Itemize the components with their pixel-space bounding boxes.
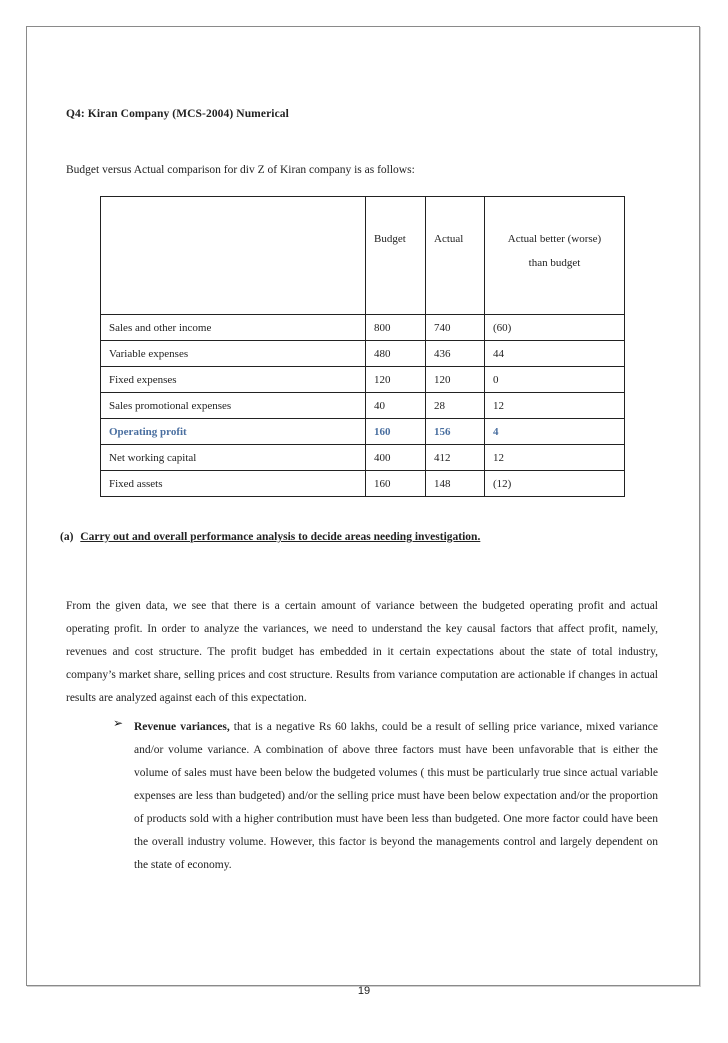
question-title: Q4: Kiran Company (MCS-2004) Numerical xyxy=(66,108,289,120)
header-variance-line2: than budget xyxy=(528,257,581,269)
subquestion-text: Carry out and overall performance analysis to decide areas needing investigation. xyxy=(80,531,481,543)
row-budget: 800 xyxy=(366,315,426,341)
row-label: Sales and other income xyxy=(101,315,366,341)
table-row xyxy=(101,367,625,393)
bullet-lead: Revenue variances, xyxy=(134,721,230,733)
row-budget: 160 xyxy=(366,419,426,445)
row-label: Sales promotional expenses xyxy=(101,393,366,419)
bullet-revenue-variances xyxy=(134,716,658,877)
row-actual: 156 xyxy=(426,419,485,445)
row-variance: 12 xyxy=(485,445,625,471)
row-actual: 740 xyxy=(426,315,485,341)
header-empty-cell xyxy=(101,197,366,315)
row-budget: 120 xyxy=(366,367,426,393)
row-actual: 28 xyxy=(426,393,485,419)
header-budget: Budget xyxy=(366,197,426,315)
row-actual: 412 xyxy=(426,445,485,471)
table-row xyxy=(101,315,625,341)
row-variance: 12 xyxy=(485,393,625,419)
row-actual: 436 xyxy=(426,341,485,367)
table-row xyxy=(101,341,625,367)
budget-table xyxy=(100,196,625,497)
subquestion-heading xyxy=(60,531,480,543)
table-row xyxy=(101,393,625,419)
bullet-text: that is a negative Rs 60 lakhs, could be a result of selling price variance, mixed variance and/or volume variance. A combination of above three factors must have been unfavorable that is either the volume of sales must have been below the budgeted volumes ( this must be particularly true since actual variable expenses are less than budgeted) and/or the selling price must have been below expectation and/or the proportion of products sold with a higher contribution must have been less than budgeted. One more factor could have been the overall industry volume. However, this factor is beyond the managements control and largely dependent on the state of economy. xyxy=(134,721,658,871)
analysis-paragraph: From the given data, we see that there is a certain amount of variance between the budgeted operating profit and actual operating profit. In order to analyze the variances, we need to understand the key causal factors that affect profit, namely, revenues and cost structure. The profit budget has embedded in it certain expectations about the state of total industry, company’s market share, selling prices and cost structure. Results from variance computation are actionable if changes in actual results are analyzed against each of this expectation. xyxy=(66,600,658,704)
row-label: Fixed expenses xyxy=(101,367,366,393)
row-label: Net working capital xyxy=(101,445,366,471)
row-budget: 480 xyxy=(366,341,426,367)
row-budget: 400 xyxy=(366,445,426,471)
intro-text: Budget versus Actual comparison for div Z of Kiran company is as follows: xyxy=(66,164,415,176)
row-variance: 44 xyxy=(485,341,625,367)
row-budget: 40 xyxy=(366,393,426,419)
table-row xyxy=(101,471,625,497)
header-variance xyxy=(485,197,625,315)
table-row-operating-profit xyxy=(101,419,625,445)
row-budget: 160 xyxy=(366,471,426,497)
page-number: 19 xyxy=(357,985,371,997)
header-actual: Actual xyxy=(426,197,485,315)
row-label: Fixed assets xyxy=(101,471,366,497)
row-label: Variable expenses xyxy=(101,341,366,367)
row-label: Operating profit xyxy=(101,419,366,445)
header-variance-line1: Actual better (worse) xyxy=(507,233,602,245)
table-header-row xyxy=(101,197,625,315)
arrow-bullet-icon: ➢ xyxy=(113,716,124,730)
row-variance: (12) xyxy=(485,471,625,497)
row-variance: 0 xyxy=(485,367,625,393)
row-actual: 148 xyxy=(426,471,485,497)
row-actual: 120 xyxy=(426,367,485,393)
row-variance: (60) xyxy=(485,315,625,341)
subquestion-label: (a) xyxy=(60,531,74,543)
table-row xyxy=(101,445,625,471)
row-variance: 4 xyxy=(485,419,625,445)
